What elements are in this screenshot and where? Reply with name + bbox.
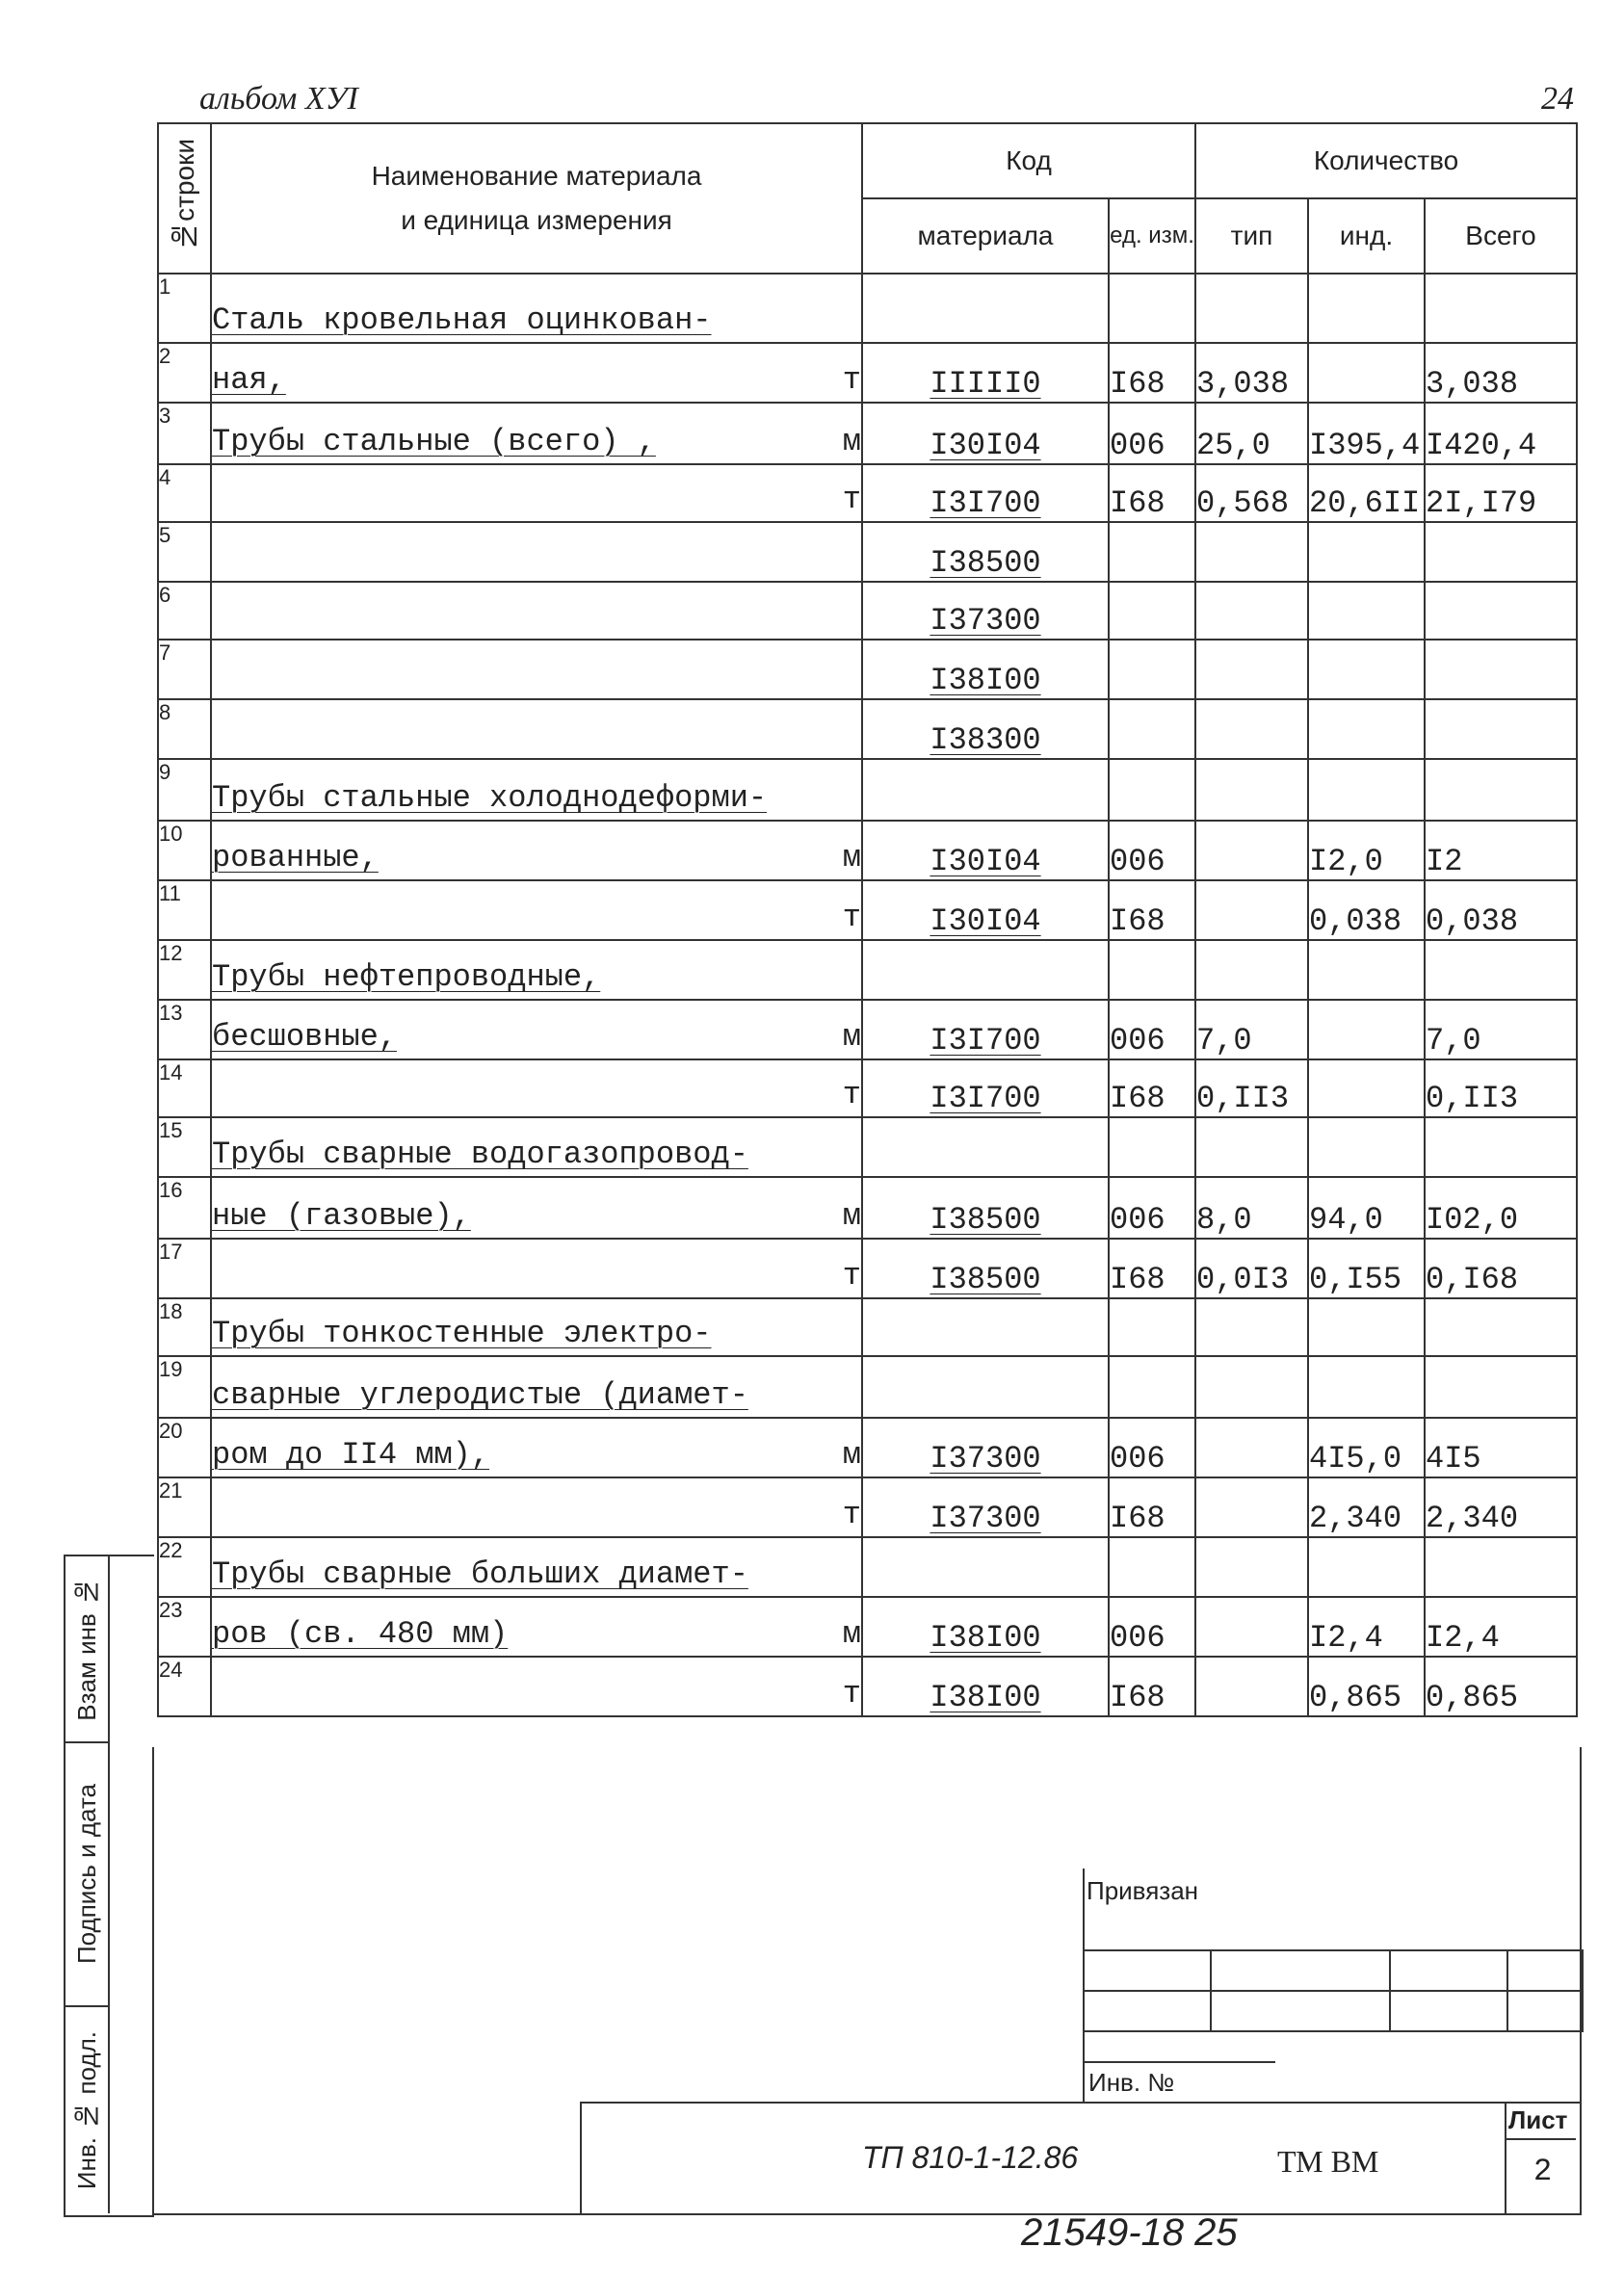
qty-ind — [1308, 1298, 1425, 1356]
material-code: I3I700 — [862, 1000, 1109, 1059]
row-number: 19 — [158, 1356, 211, 1418]
row-number: 3 — [158, 403, 211, 464]
unit-code: I68 — [1109, 1239, 1195, 1298]
qty-total: 2,340 — [1425, 1477, 1577, 1537]
qty-ind: I395,4 — [1308, 403, 1425, 464]
qty-ind — [1308, 699, 1425, 759]
material-code: IIIII0 — [862, 343, 1109, 403]
row-number: 18 — [158, 1298, 211, 1356]
qty-total — [1425, 1298, 1577, 1356]
row-number: 22 — [158, 1537, 211, 1597]
row-number: 6 — [158, 582, 211, 640]
inv-no-label: Инв. № — [1088, 2068, 1175, 2097]
qty-ind: 20,6II — [1308, 464, 1425, 522]
qty-ind: 0,865 — [1308, 1657, 1425, 1716]
qty-typ: 8,0 — [1195, 1177, 1308, 1239]
qty-total: 0,II3 — [1425, 1059, 1577, 1117]
material-name: т — [211, 1657, 862, 1716]
material-name: рованные, м — [211, 821, 862, 880]
table-row — [158, 1418, 1577, 1477]
material-name — [211, 699, 862, 759]
qty-total: I02,0 — [1425, 1177, 1577, 1239]
qty-ind — [1308, 274, 1425, 343]
qty-total — [1425, 1117, 1577, 1177]
table-row — [158, 759, 1577, 821]
qty-ind — [1308, 1000, 1425, 1059]
qty-typ — [1195, 1657, 1308, 1716]
quantity-header: Количество — [1195, 123, 1577, 198]
material-code: I38300 — [862, 699, 1109, 759]
material-code — [862, 940, 1109, 1000]
qty-total — [1425, 640, 1577, 699]
qty-total — [1425, 274, 1577, 343]
qty-typ — [1195, 1298, 1308, 1356]
material-name: т — [211, 1059, 862, 1117]
qty-ind-header: инд. — [1308, 198, 1425, 274]
binding-grid — [1083, 1949, 1584, 2072]
table-row — [158, 640, 1577, 699]
qty-total: 7,0 — [1425, 1000, 1577, 1059]
table-row — [158, 821, 1577, 880]
table-row — [158, 1597, 1577, 1657]
qty-total: 0,038 — [1425, 880, 1577, 940]
table-row — [158, 1059, 1577, 1117]
album-title: альбом ХУI — [199, 81, 358, 117]
qty-typ — [1195, 821, 1308, 880]
qty-ind — [1308, 1537, 1425, 1597]
material-code — [862, 1537, 1109, 1597]
qty-typ — [1195, 274, 1308, 343]
qty-ind: 0,038 — [1308, 880, 1425, 940]
row-number: 13 — [158, 1000, 211, 1059]
qty-typ — [1195, 1477, 1308, 1537]
material-code: I37300 — [862, 1477, 1109, 1537]
material-name: Трубы нефтепроводные, — [211, 940, 862, 1000]
row-number: 10 — [158, 821, 211, 880]
table-row — [158, 940, 1577, 1000]
table-row — [158, 464, 1577, 522]
unit-code: I68 — [1109, 1477, 1195, 1537]
material-name: Трубы стальные (всего) , м — [211, 403, 862, 464]
code-unit-header: ед. изм. — [1109, 198, 1195, 274]
qty-typ — [1195, 522, 1308, 582]
row-number: 20 — [158, 1418, 211, 1477]
material-name: ром до II4 мм), м — [211, 1418, 862, 1477]
qty-typ: 0,568 — [1195, 464, 1308, 522]
qty-ind: 94,0 — [1308, 1177, 1425, 1239]
row-number: 2 — [158, 343, 211, 403]
unit-code — [1109, 1298, 1195, 1356]
unit-code — [1109, 1356, 1195, 1418]
qty-ind — [1308, 582, 1425, 640]
qty-total: 2I,I79 — [1425, 464, 1577, 522]
doc-code-box — [580, 2102, 1580, 2215]
qty-total — [1425, 522, 1577, 582]
unit-code: 006 — [1109, 821, 1195, 880]
row-no-header: №строки — [158, 123, 211, 274]
unit-code: I68 — [1109, 464, 1195, 522]
section-code: ТМ ВМ — [1277, 2144, 1379, 2179]
material-name: Сталь кровельная оцинкован- — [211, 274, 862, 343]
qty-total: I2 — [1425, 821, 1577, 880]
material-code: I30I04 — [862, 403, 1109, 464]
material-name: т — [211, 1239, 862, 1298]
material-name — [211, 640, 862, 699]
qty-typ: 0,0I3 — [1195, 1239, 1308, 1298]
table-row — [158, 1239, 1577, 1298]
table-row — [158, 880, 1577, 940]
qty-ind: 4I5,0 — [1308, 1418, 1425, 1477]
qty-typ — [1195, 1537, 1308, 1597]
material-name: сварные углеродистые (диамет- — [211, 1356, 862, 1418]
vzam-inv-cell: Взам инв № — [65, 1556, 110, 1743]
unit-code — [1109, 522, 1195, 582]
qty-ind: I2,0 — [1308, 821, 1425, 880]
table-row — [158, 1298, 1577, 1356]
material-code — [862, 274, 1109, 343]
table-row — [158, 522, 1577, 582]
unit-code — [1109, 699, 1195, 759]
material-code: I38500 — [862, 522, 1109, 582]
row-number: 14 — [158, 1059, 211, 1117]
material-code: I38I00 — [862, 1597, 1109, 1657]
side-strip — [64, 1555, 154, 2217]
qty-ind — [1308, 522, 1425, 582]
table-row — [158, 1537, 1577, 1597]
material-code: I38500 — [862, 1177, 1109, 1239]
row-number: 24 — [158, 1657, 211, 1716]
material-name: Трубы стальные холоднодеформи- — [211, 759, 862, 821]
material-name — [211, 582, 862, 640]
row-number: 23 — [158, 1597, 211, 1657]
qty-typ — [1195, 759, 1308, 821]
qty-total — [1425, 1537, 1577, 1597]
qty-typ — [1195, 699, 1308, 759]
qty-ind: I2,4 — [1308, 1597, 1425, 1657]
qty-total: 4I5 — [1425, 1418, 1577, 1477]
material-name: ные (газовые), м — [211, 1177, 862, 1239]
row-number: 1 — [158, 274, 211, 343]
code-header: Код — [862, 123, 1195, 198]
row-number: 16 — [158, 1177, 211, 1239]
row-number: 5 — [158, 522, 211, 582]
qty-total: 0,I68 — [1425, 1239, 1577, 1298]
qty-ind: 2,340 — [1308, 1477, 1425, 1537]
qty-total — [1425, 699, 1577, 759]
qty-typ: 0,II3 — [1195, 1059, 1308, 1117]
material-code — [862, 1298, 1109, 1356]
unit-code: I68 — [1109, 1657, 1195, 1716]
material-code — [862, 1356, 1109, 1418]
material-code: I3I700 — [862, 464, 1109, 522]
qty-total: 0,865 — [1425, 1657, 1577, 1716]
material-name: ная, т — [211, 343, 862, 403]
sheet-number: 2 — [1533, 2154, 1553, 2189]
row-number: 9 — [158, 759, 211, 821]
unit-code: 006 — [1109, 1597, 1195, 1657]
material-code — [862, 759, 1109, 821]
row-number: 7 — [158, 640, 211, 699]
qty-total — [1425, 759, 1577, 821]
qty-typ — [1195, 582, 1308, 640]
unit-code: 006 — [1109, 1177, 1195, 1239]
unit-code — [1109, 1537, 1195, 1597]
material-name — [211, 522, 862, 582]
table-row — [158, 1117, 1577, 1177]
material-code: I38I00 — [862, 640, 1109, 699]
qty-total-header: Всего — [1425, 198, 1577, 274]
unit-code — [1109, 1117, 1195, 1177]
qty-typ — [1195, 1597, 1308, 1657]
qty-total: I420,4 — [1425, 403, 1577, 464]
footer-code: 21549-18 25 — [1021, 2211, 1238, 2254]
sheet-label: Лист — [1508, 2105, 1568, 2134]
qty-total: I2,4 — [1425, 1597, 1577, 1657]
unit-code — [1109, 759, 1195, 821]
qty-ind: 0,I55 — [1308, 1239, 1425, 1298]
table-row — [158, 1000, 1577, 1059]
row-number: 4 — [158, 464, 211, 522]
qty-ind — [1308, 759, 1425, 821]
unit-code — [1109, 274, 1195, 343]
table-row — [158, 1477, 1577, 1537]
qty-typ — [1195, 880, 1308, 940]
unit-code: I68 — [1109, 1059, 1195, 1117]
material-name: Трубы сварные больших диамет- — [211, 1537, 862, 1597]
qty-ind — [1308, 1117, 1425, 1177]
row-number: 21 — [158, 1477, 211, 1537]
material-code: I3I700 — [862, 1059, 1109, 1117]
material-code: I37300 — [862, 1418, 1109, 1477]
material-name: ров (св. 480 мм) м — [211, 1597, 862, 1657]
name-header: Наименование материала и единица измерения — [211, 123, 862, 274]
qty-total — [1425, 582, 1577, 640]
qty-ind — [1308, 1356, 1425, 1418]
qty-ind — [1308, 1059, 1425, 1117]
row-number: 12 — [158, 940, 211, 1000]
signature-date-cell: Подпись и дата — [65, 1743, 110, 2007]
material-name: Трубы сварные водогазопровод- — [211, 1117, 862, 1177]
qty-total: 3,038 — [1425, 343, 1577, 403]
row-number: 11 — [158, 880, 211, 940]
table-row — [158, 403, 1577, 464]
doc-code: ТП 810-1-12.86 — [862, 2140, 1079, 2175]
table-row — [158, 582, 1577, 640]
table-row — [158, 1657, 1577, 1716]
material-name: т — [211, 1477, 862, 1537]
qty-typ — [1195, 1418, 1308, 1477]
unit-code: I68 — [1109, 343, 1195, 403]
page-number: 24 — [1541, 81, 1574, 117]
qty-ind — [1308, 343, 1425, 403]
qty-ind — [1308, 940, 1425, 1000]
unit-code: 006 — [1109, 1000, 1195, 1059]
material-name: бесшовные, м — [211, 1000, 862, 1059]
unit-code — [1109, 582, 1195, 640]
unit-code: 006 — [1109, 1418, 1195, 1477]
material-code: I30I04 — [862, 880, 1109, 940]
material-code: I37300 — [862, 582, 1109, 640]
material-code — [862, 1117, 1109, 1177]
material-name: т — [211, 880, 862, 940]
qty-typ: 7,0 — [1195, 1000, 1308, 1059]
qty-typ — [1195, 1117, 1308, 1177]
code-material-header: материала — [862, 198, 1109, 274]
row-number: 17 — [158, 1239, 211, 1298]
material-code: I38500 — [862, 1239, 1109, 1298]
material-code: I38I00 — [862, 1657, 1109, 1716]
table-row — [158, 1177, 1577, 1239]
materials-table — [157, 122, 1578, 1717]
qty-ind — [1308, 640, 1425, 699]
qty-typ — [1195, 640, 1308, 699]
table-row — [158, 699, 1577, 759]
table-row — [158, 343, 1577, 403]
material-name: т — [211, 464, 862, 522]
qty-total — [1425, 1356, 1577, 1418]
qty-typ: 3,038 — [1195, 343, 1308, 403]
row-number: 15 — [158, 1117, 211, 1177]
unit-code: I68 — [1109, 880, 1195, 940]
qty-typ — [1195, 1356, 1308, 1418]
unit-code: 006 — [1109, 403, 1195, 464]
qty-typ: 25,0 — [1195, 403, 1308, 464]
qty-typ-header: тип — [1195, 198, 1308, 274]
material-name: Трубы тонкостенные электро- — [211, 1298, 862, 1356]
unit-code — [1109, 640, 1195, 699]
qty-total — [1425, 940, 1577, 1000]
unit-code — [1109, 940, 1195, 1000]
qty-typ — [1195, 940, 1308, 1000]
inv-podl-cell: Инв. № подл. — [65, 2007, 110, 2213]
table-row — [158, 1356, 1577, 1418]
material-code: I30I04 — [862, 821, 1109, 880]
row-number: 8 — [158, 699, 211, 759]
table-row — [158, 274, 1577, 343]
privyazan-label: Привязан — [1087, 1876, 1199, 1905]
